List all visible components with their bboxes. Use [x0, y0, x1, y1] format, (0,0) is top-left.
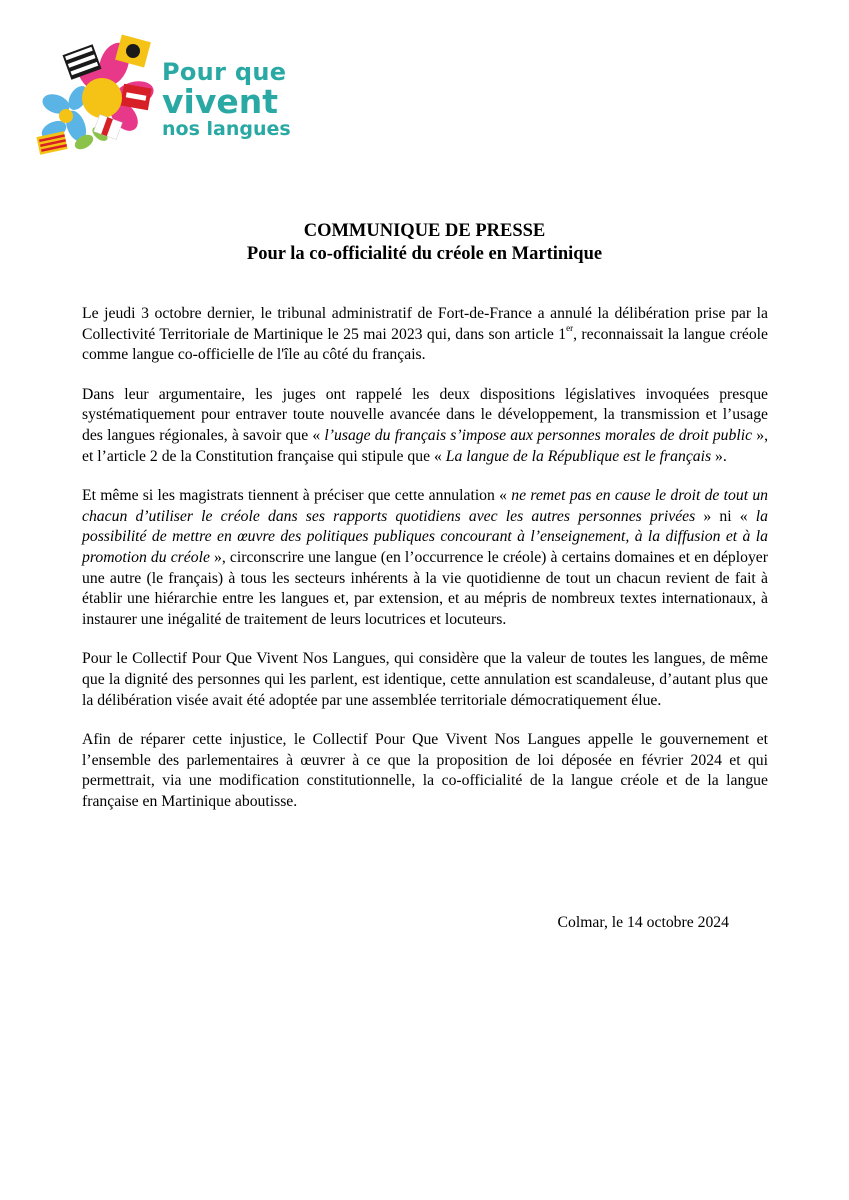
paragraph-3-text-a: Et même si les magistrats tiennent à préciser que cette annulation «	[82, 487, 512, 505]
paragraph-2	[82, 385, 768, 467]
collective-logo	[36, 34, 306, 159]
paragraph-2-text-a: Dans leur argumentaire, les juges ont rappelé les deux dispositions législatives invoquées presque systématiquement pour entraver toute nouvelle avancée dans le développement, la transmission et l’usage des langues régionales, à savoir que «	[82, 385, 768, 444]
paragraph-1-text-b: , reconnaissait la langue créole comme langue co-officielle de l'île au côté du français.	[82, 325, 768, 364]
quote-court-1: ne remet pas en cause le droit de tout un chacun d’utiliser le créole dans ses rapports quotidiens avec les autres personnes privées	[82, 487, 769, 525]
document-title: COMMUNIQUE DE PRESSE	[303, 221, 546, 241]
document-subtitle: Pour la co-officialité du créole en Martinique	[246, 244, 603, 264]
quote-constitution: La langue de la République est le français	[445, 447, 712, 465]
quote-court-2: la possibilité de mettre en œuvre des politiques publiques concourant à l’enseignement, à la diffusion et à la promotion du créole	[82, 507, 768, 566]
paragraph-2-text-c: ».	[711, 447, 727, 465]
quote-public-law: l’usage du français s’impose aux personnes morales de droit public	[324, 426, 753, 444]
paragraph-5: Afin de réparer cette injustice, le Collectif Pour Que Vivent Nos Langues appelle le gouvernement et l’ensemble des parlementaires à œuvrer à ce que la proposition de loi déposée en février 2024 et qui permettrait, via une modification constitutionnelle, la co-officialité de la langue créole et de la langue française en Martinique aboutisse.	[82, 731, 768, 810]
paragraph-4: Pour le Collectif Pour Que Vivent Nos Langues, qui considère que la valeur de toutes les langues, de même que la dignité des personnes qui les parlent, est identique, cette annulation est scandaleuse, d’autant plus que la délibération visée avait été adoptée par une assemblée territoriale démocratiquement élue.	[82, 650, 768, 709]
flower-logo-icon	[36, 34, 166, 159]
paragraph-1	[82, 304, 768, 366]
paragraph-2-text-b: », et l’article 2 de la Constitution française qui stipule que «	[82, 426, 769, 465]
press-release-body	[82, 304, 768, 812]
paragraph-3-text-b: » ni «	[695, 507, 756, 525]
logo-line-3: nos langues	[162, 118, 291, 140]
logo-line-1: Pour que	[162, 58, 287, 86]
paragraph-1-text-a: Le jeudi 3 octobre dernier, le tribunal administratif de Fort-de-France a annulé la délibération prise par la Collectivité Territoriale de Martinique le 25 mai 2023 qui, dans son article 1	[82, 305, 768, 343]
press-release-heading	[0, 220, 849, 266]
paragraph-3	[82, 486, 768, 630]
paragraph-3-text-c: », circonscrire une langue (en l’occurrence le créole) à certains domaines et en déployer une autre (le français) à tous les secteurs inhérents à la vie quotidienne de tout un chacun revient de fait à établir une hiérarchie entre les langues et, par extension, et au mépris de nombreux textes internationaux, à instaurer une inégalité de traitement de leurs locutrices et locuteurs.	[82, 548, 768, 628]
logo-wordmark	[162, 60, 291, 139]
place-and-date: Colmar, le 14 octobre 2024	[557, 914, 729, 931]
ordinal-superscript: er	[566, 323, 574, 334]
logo-line-2: vivent	[162, 82, 278, 121]
